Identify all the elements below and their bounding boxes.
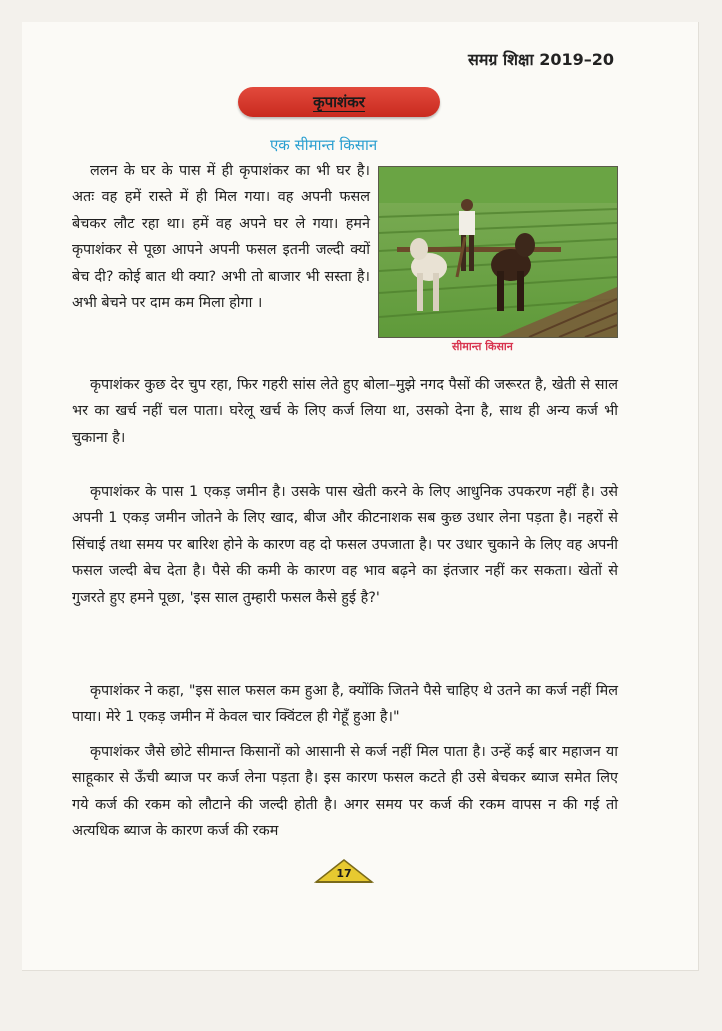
paragraph-2: कृपाशंकर कुछ देर चुप रहा, फिर गहरी सांस लेते हुए बोला–मुझे नगद पैसों की जरूरत है, खेती से साल भर का खर्च नहीं चल पाता। घरेलू खर्च के लिए कर्ज लिया था, उसको देना है, साथ ही अन्य कर्ज भी चुकाना है।: [72, 377, 618, 446]
paragraph-5: कृपाशंकर जैसे छोटे सीमान्त किसानों को आसानी से कर्ज नहीं मिल पाता है। उन्हें कई बार महाजन या साहूकार से ऊँची ब्याज पर कर्ज लेना पड़ता है। इस कारण फसल कटते ही उसे बेचकर ब्याज समेत लिए गये कर्ज की रकम को लौटाने की जल्दी होती है। अगर समय पर कर्ज की रकम वापस न की गई तो अत्यधिक ब्याज के कारण कर्ज की रकम: [72, 744, 618, 840]
paragraph-1: ललन के घर के पास में ही कृपाशंकर का भी घर है। अतः वह हमें रास्ते में ही मिल गया। वह अपनी फसल बेचकर लौट रहा था। हमें वह अपने घर ले गया। हमने कृपाशंकर से पूछा आपने अपनी फसल इतनी जल्दी क्यों बेच दी? कोई बात थी क्या? अभी तो बाजार भी सस्ता है। अभी बेचने पर दाम कम मिला होगा ।: [72, 163, 370, 312]
farmer-ploughing-icon: [379, 167, 617, 337]
figure-caption: सीमान्त किसान: [452, 340, 513, 353]
paragraph-4: कृपाशंकर ने कहा, "इस साल फसल कम हुआ है, क्योंकि जितने पैसे चाहिए थे उतने का कर्ज नहीं मिल पाया। मेरे 1 एकड़ जमीन में केवल चार क्विंटल ही गेहूँ हुआ है।": [72, 683, 618, 726]
page-header: समग्र शिक्षा 2019–20: [468, 50, 614, 69]
paragraph-3: कृपाशंकर के पास 1 एकड़ जमीन है। उसके पास खेती करने के लिए आधुनिक उपकरण नहीं है। उसे अपनी 1 एकड़ जमीन जोतने के लिए खाद, बीज और कीटनाशक सब कुछ उधार लेना पड़ता है। नहरों से सिंचाई तथा समय पर बारिश होने के कारण वह दो फसल उपजाता है। पर उधार चुकाने के लिए वह अपनी फसल जल्दी बेच देता है। पैसे की कमी के कारण वह भाव बढ़ने का इंतजार नहीं कर सकता। खेतों से गुजरते हुए हमने पूछा, 'इस साल तुम्हारी फसल कैसे हुई है?': [72, 484, 618, 606]
chapter-title: कृपाशंकर: [313, 92, 365, 111]
chapter-title-banner: [238, 87, 440, 117]
page-number: 17: [336, 867, 352, 880]
page-number-marker: [314, 858, 374, 884]
farmer-ploughing-image: [378, 166, 618, 338]
chapter-subtitle: एक सीमान्त किसान: [270, 136, 378, 154]
